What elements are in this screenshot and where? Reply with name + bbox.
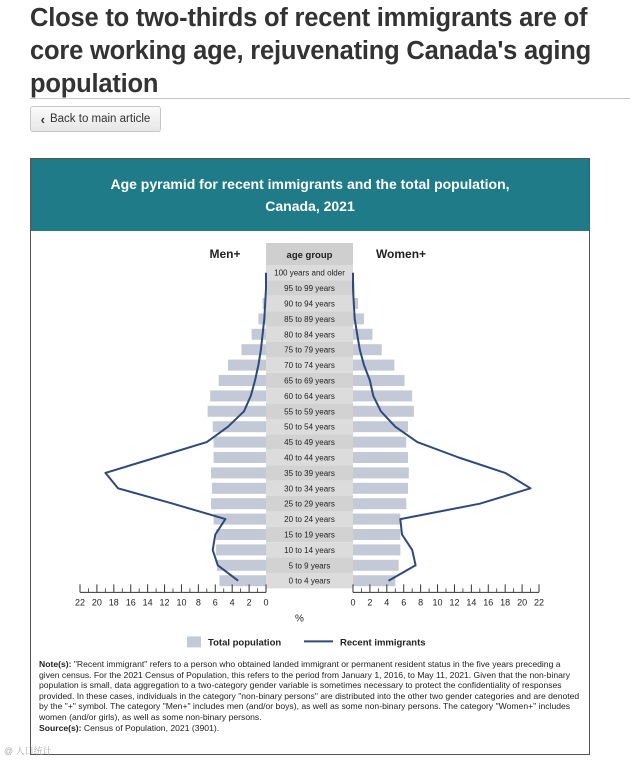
source-text: Census of Population, 2021 (3901). (83, 722, 220, 733)
tick-left-label: 8 (195, 597, 201, 608)
bar-men (216, 529, 266, 540)
back-to-main-article-button[interactable] (30, 106, 161, 132)
legend-label-total-population: Total population (208, 637, 282, 649)
bar-men (211, 467, 266, 478)
population-pyramid-chart (31, 231, 589, 656)
tick-left-label: 12 (159, 597, 170, 608)
tick-right-label: 22 (533, 597, 545, 608)
legend-swatch-total-population (187, 636, 201, 647)
tick-left-label: 16 (125, 597, 136, 608)
bar-women (353, 529, 400, 540)
tick-right-label: 6 (401, 597, 407, 608)
age-group-label: 90 to 94 years (284, 299, 335, 309)
notes-label: Note(s): (39, 659, 72, 669)
tick-left-label: 22 (74, 597, 86, 608)
age-group-label: 20 to 24 years (284, 515, 335, 525)
bar-women (353, 375, 405, 386)
bar-women (353, 467, 409, 478)
chart-figure (30, 158, 590, 755)
tick-right-label: 0 (350, 597, 356, 608)
bar-women (353, 560, 399, 571)
x-axis-label: % (295, 613, 304, 625)
age-group-label: 85 to 89 years (284, 314, 335, 324)
age-group-label: 25 to 29 years (284, 499, 335, 509)
tick-right-label: 12 (449, 597, 460, 608)
legend-label-recent-immigrants: Recent immigrants (340, 637, 426, 649)
age-group-label: 0 to 4 years (288, 576, 331, 586)
bar-women (353, 344, 382, 355)
bar-men (208, 406, 266, 417)
divider (30, 98, 630, 99)
tick-right-label: 20 (517, 597, 528, 608)
bar-men (212, 483, 266, 494)
bar-men (228, 360, 266, 371)
bar-women (353, 452, 408, 463)
right-group-label: Women+ (375, 247, 427, 261)
tick-left-label: 18 (108, 597, 119, 608)
bar-men (216, 544, 266, 555)
bar-women (353, 498, 406, 509)
tick-right-label: 10 (432, 597, 443, 608)
bar-women (353, 514, 400, 525)
bar-men (214, 514, 266, 525)
chart-notes (39, 659, 582, 733)
chart-title-line1: Age pyramid for recent immigrants and the total population, (110, 176, 510, 192)
chart-title-line2: Canada, 2021 (265, 198, 355, 214)
tick-left-label: 4 (229, 597, 235, 608)
age-group-label: 80 to 84 years (284, 330, 335, 340)
bar-women (353, 390, 412, 401)
center-header-label: age group (286, 250, 333, 261)
age-group-label: 50 to 54 years (284, 422, 335, 432)
back-button-label: Back to main article (49, 113, 151, 125)
age-group-label: 70 to 74 years (284, 361, 335, 371)
age-group-label: 35 to 39 years (284, 468, 335, 478)
bar-men (210, 390, 266, 401)
tick-left-label: 10 (176, 597, 187, 608)
page-title: Close to two-thirds of recent immigrants are of core working age, rejuvenating Canada's aging population (30, 4, 592, 98)
age-group-label: 40 to 44 years (284, 453, 335, 463)
tick-right-label: 16 (483, 597, 494, 608)
chevron-left-icon: ‹ (40, 111, 45, 127)
tick-left-label: 20 (91, 597, 102, 608)
age-group-label: 55 to 59 years (284, 407, 335, 417)
tick-right-label: 4 (384, 597, 390, 608)
bar-men (213, 421, 266, 432)
bar-men (211, 498, 266, 509)
bar-women (353, 483, 408, 494)
age-group-label: 100 years and older (274, 268, 345, 278)
bar-men (214, 437, 266, 448)
tick-left-label: 0 (263, 597, 269, 608)
age-group-label: 30 to 34 years (284, 484, 335, 494)
chart-header (31, 159, 589, 231)
bar-men (220, 575, 267, 586)
bar-men (219, 375, 266, 386)
tick-left-label: 2 (246, 597, 252, 608)
tick-left-label: 6 (212, 597, 218, 608)
age-group-label: 5 to 9 years (288, 561, 331, 571)
tick-right-label: 18 (500, 597, 511, 608)
tick-right-label: 8 (418, 597, 424, 608)
tick-left-label: 14 (142, 597, 153, 608)
age-group-label: 60 to 64 years (284, 391, 335, 401)
notes-text: "Recent immigrant" refers to a person who obtained landed immigrant or permanent resident status in the five years preceding a given census. For the 2021 Census of Population, this refers to the period from January 1, 2016, to May 11, 2021. Given that the non-binary population is small, data aggregation to a two-category gender variable is sometimes necessary to protect the confidentiality of responses provided. In these cases, individuals in the category "non-binary persons" are distributed into the other two gender categories and are denoted by the "+" symbol. The category "Men+" includes men (and/or boys), as well as some non-binary persons. The category "Women+" includes women (and/or girls), as well as some non-binary persons. (39, 659, 580, 722)
tick-right-label: 2 (367, 597, 373, 608)
bar-women (353, 544, 400, 555)
age-group-label: 95 to 99 years (284, 284, 335, 294)
bar-women (353, 360, 394, 371)
bar-women (353, 437, 406, 448)
age-group-label: 65 to 69 years (284, 376, 335, 386)
left-group-label: Men+ (209, 247, 241, 261)
source-label: Source(s): (39, 722, 82, 733)
watermark: @ 人口统计 (4, 746, 52, 756)
bar-men (214, 452, 266, 463)
age-group-label: 45 to 49 years (284, 438, 335, 448)
age-group-label: 75 to 79 years (284, 345, 335, 355)
tick-right-label: 14 (466, 597, 477, 608)
age-group-label: 10 to 14 years (284, 545, 335, 555)
age-group-label: 15 to 19 years (284, 530, 335, 540)
